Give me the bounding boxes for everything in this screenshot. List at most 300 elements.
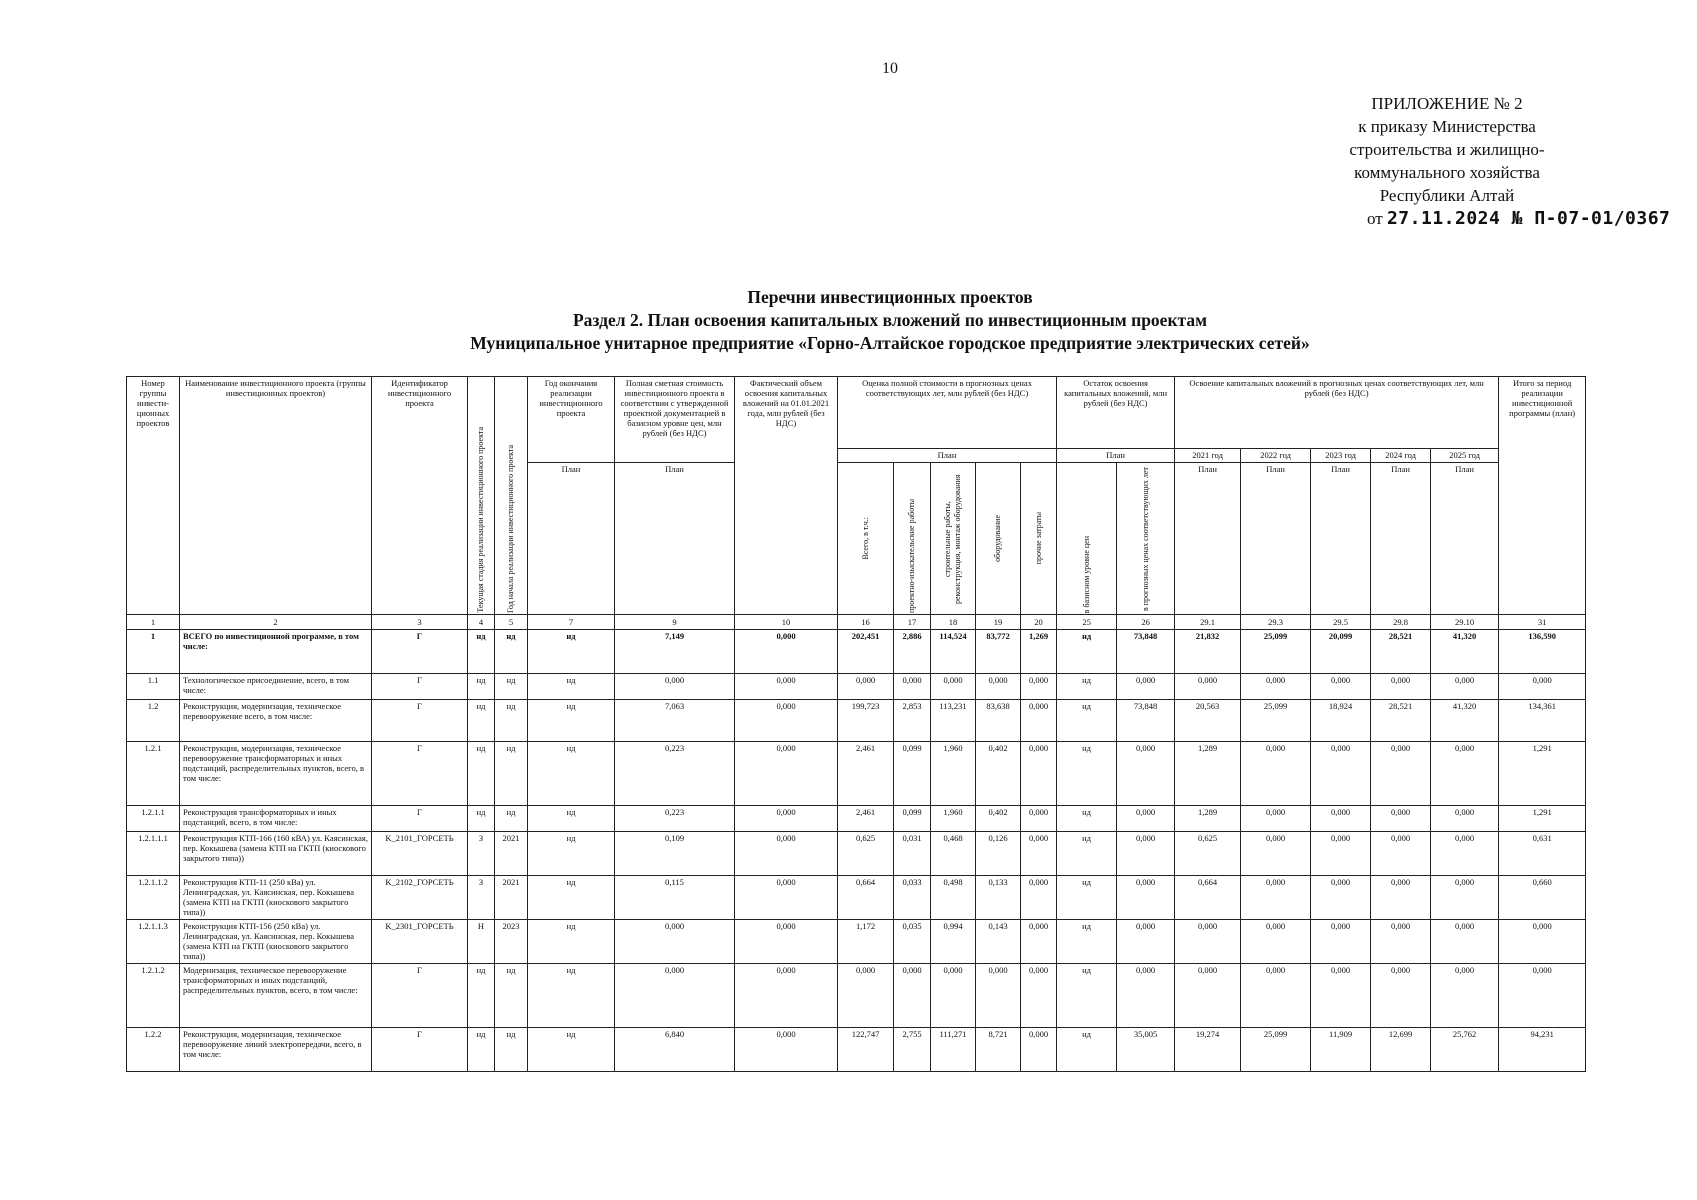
header-estimate: Оценка полной стоимости в прогнозных ценах соответствующих лет, млн рублей (без НДС) [838,377,1057,449]
row-cell: 73,848 [1117,700,1175,742]
row-cell: 0,000 [931,674,976,700]
row-cell: 0,625 [838,832,894,876]
row-cell: 0,000 [1021,964,1057,1028]
row-cell: нд [528,700,615,742]
row-cell: 28,521 [1371,700,1431,742]
title-line: Муниципальное унитарное предприятие «Горно-Алтайское городское предприятие электрических сетей» [470,333,1310,353]
column-number: 26 [1117,615,1175,630]
header-development: Освоение капитальных вложений в прогнозных ценах соответствующих лет, млн рублей (без НДС) [1175,377,1499,449]
appendix-line: коммунального хозяйства [1354,163,1540,182]
row-cell: 25,099 [1241,700,1311,742]
row-number: 1.2.1.2 [127,964,180,1028]
row-name: ВСЕГО по инвестиционной программе, в том числе: [180,630,372,674]
order-number: 27.11.2024 № П-07-01/0367 [1386,208,1671,229]
row-cell: 0,000 [1241,742,1311,806]
row-cell: 0,000 [1021,920,1057,964]
row-cell: 0,000 [1175,920,1241,964]
row-cell: 0,000 [735,876,838,920]
row-cell: 8,721 [976,1028,1021,1072]
row-cell: 113,231 [931,700,976,742]
row-cell: 0,000 [1311,742,1371,806]
row-cell: 0,000 [1371,742,1431,806]
row-cell: 0,000 [1021,742,1057,806]
table-row [127,674,1586,700]
row-cell: 0,631 [1499,832,1586,876]
header-est-equipment [976,463,1021,615]
row-cell: 0,000 [894,674,931,700]
header-est-design [894,463,931,615]
header-end-year-plan: План [528,463,615,615]
header-est-construction-text: строительные работы, реконструкция, монтаж оборудования [943,473,962,604]
row-cell: 2023 [495,920,528,964]
row-cell: нд [1057,832,1117,876]
row-cell: 0,994 [931,920,976,964]
row-name: Модернизация, техническое перевооружение трансформаторных и иных подстанций, распределительных пунктов, всего, в том числе: [180,964,372,1028]
row-cell: 7,063 [615,700,735,742]
header-total-period: Итого за период реализации инвестиционной программы (план) [1499,377,1586,615]
row-cell: нд [1057,920,1117,964]
row-cell: нд [1057,806,1117,832]
row-cell: 0,000 [1117,674,1175,700]
row-cell: 0,000 [1431,964,1499,1028]
row-cell: 73,848 [1117,630,1175,674]
column-number: 29.1 [1175,615,1241,630]
row-number: 1.1 [127,674,180,700]
row-cell: 0,660 [1499,876,1586,920]
row-cell: 0,000 [1431,674,1499,700]
table-row [127,700,1586,742]
row-cell: 0,000 [1021,700,1057,742]
row-cell: нд [468,742,495,806]
row-cell: 1,289 [1175,742,1241,806]
row-cell: 0,000 [1371,876,1431,920]
table-row [127,630,1586,674]
row-cell: 1,291 [1499,742,1586,806]
header-rem-forecast-text: в прогнозных ценах соответствующих лет [1140,467,1150,611]
header-actual-volume: Фактический объем освоения капитальных вложений на 01.01.2021 года, млн рублей (без НДС) [735,377,838,615]
header-rem-forecast [1117,463,1175,615]
header-stage [468,377,495,615]
row-cell: 2021 [495,876,528,920]
table-row [127,806,1586,832]
row-cell: 83,638 [976,700,1021,742]
header-start-year-text: Год начала реализации инвестиционного проекта [506,445,515,613]
row-cell: 0,000 [1021,832,1057,876]
row-cell: 7,149 [615,630,735,674]
column-number: 3 [372,615,468,630]
row-cell: Г [372,674,468,700]
row-cell: Г [372,742,468,806]
row-cell: 0,000 [1021,1028,1057,1072]
row-number: 1.2.1.1.1 [127,832,180,876]
table-body [127,615,1586,1072]
row-cell: 0,000 [1241,674,1311,700]
row-cell: З [468,876,495,920]
column-numbers-row [127,615,1586,630]
row-cell: 0,033 [894,876,931,920]
row-cell: 0,000 [1117,876,1175,920]
row-cell: K_2101_ГОРСЕТЬ [372,832,468,876]
row-cell: 0,000 [735,964,838,1028]
row-cell: 0,000 [1431,742,1499,806]
title-line: Перечни инвестиционных проектов [747,287,1033,307]
row-name: Реконструкция, модернизация, техническое перевооружение трансформаторных и иных подстанций, распределительных пунктов, всего, в том числе: [180,742,372,806]
row-cell: 0,000 [1499,920,1586,964]
row-cell: 0,000 [1241,920,1311,964]
column-number: 29.10 [1431,615,1499,630]
row-cell: 20,563 [1175,700,1241,742]
row-cell: 0,000 [1431,920,1499,964]
row-cell: 0,498 [931,876,976,920]
row-cell: 0,468 [931,832,976,876]
row-cell: 199,723 [838,700,894,742]
row-cell: нд [528,964,615,1028]
row-cell: 0,000 [1311,920,1371,964]
header-identifier: Идентификатор инвестиционного проекта [372,377,468,615]
row-cell: 0,000 [1021,674,1057,700]
header-year-2022: 2022 год [1241,449,1311,463]
header-est-construction [931,463,976,615]
header-est-other [1021,463,1057,615]
row-cell: 0,000 [1241,806,1311,832]
row-cell: З [468,832,495,876]
row-cell: 0,000 [1241,832,1311,876]
column-number: 19 [976,615,1021,630]
row-cell: 41,320 [1431,700,1499,742]
row-cell: 0,000 [1117,920,1175,964]
row-cell: 1,172 [838,920,894,964]
row-cell: 0,000 [1499,674,1586,700]
column-number: 10 [735,615,838,630]
row-cell: нд [495,700,528,742]
row-cell: 2,853 [894,700,931,742]
row-cell: 1,291 [1499,806,1586,832]
row-cell: 18,924 [1311,700,1371,742]
header-estimate-plan: План [838,449,1057,463]
row-cell: нд [528,630,615,674]
header-year-2023: 2023 год [1311,449,1371,463]
row-cell: 111,271 [931,1028,976,1072]
row-number: 1.2.2 [127,1028,180,1072]
row-cell: 0,000 [1241,964,1311,1028]
row-name: Реконструкция, модернизация, техническое перевооружение линий электропередачи, всего, в том числе: [180,1028,372,1072]
row-cell: 0,000 [1117,964,1175,1028]
row-name: Реконструкция трансформаторных и иных подстанций, всего, в том числе: [180,806,372,832]
header-est-design-text: проектно-изыскательские работы [907,499,916,613]
row-cell: 0,000 [1117,832,1175,876]
appendix-line: к приказу Министерства [1358,117,1536,136]
header-full-cost-plan: План [615,463,735,615]
header-year-2025: 2025 год [1431,449,1499,463]
row-cell: 0,000 [1175,964,1241,1028]
row-cell: 0,000 [735,674,838,700]
header-plan-2024: План [1371,463,1431,615]
row-cell: 0,000 [615,674,735,700]
column-number: 29.8 [1371,615,1431,630]
row-cell: нд [495,1028,528,1072]
row-cell: 0,031 [894,832,931,876]
row-cell: Г [372,630,468,674]
row-cell: 0,223 [615,806,735,832]
row-cell: 0,000 [1117,742,1175,806]
row-cell: 0,000 [1241,876,1311,920]
row-cell: нд [528,832,615,876]
row-cell: Г [372,700,468,742]
row-cell: 25,762 [1431,1028,1499,1072]
row-cell: нд [495,806,528,832]
header-project-name: Наименование инвестиционного проекта (группы инвестиционных проектов) [180,377,372,615]
row-cell: нд [528,1028,615,1072]
row-name: Реконструкция, модернизация, техническое перевооружение всего, в том числе: [180,700,372,742]
header-est-total-text: Всего, в т.ч.: [860,517,870,560]
header-rem-base-text: в базисном уровне цен [1081,535,1091,613]
row-cell: нд [528,876,615,920]
header-plan-2023: План [1311,463,1371,615]
row-cell: 0,223 [615,742,735,806]
row-cell: 0,000 [1311,964,1371,1028]
table-row [127,832,1586,876]
row-cell: 1,960 [931,806,976,832]
row-cell: нд [495,630,528,674]
row-cell: 12,699 [1371,1028,1431,1072]
row-cell: 1,960 [931,742,976,806]
row-cell: 0,625 [1175,832,1241,876]
header-plan-2025: План [1431,463,1499,615]
row-number: 1.2.1.1.3 [127,920,180,964]
row-cell: 202,451 [838,630,894,674]
row-cell: 0,000 [1311,806,1371,832]
row-cell: 0,000 [931,964,976,1028]
row-cell: нд [528,742,615,806]
row-cell: 1,269 [1021,630,1057,674]
row-number: 1.2.1.1.2 [127,876,180,920]
row-cell: Н [468,920,495,964]
row-cell: 0,000 [735,806,838,832]
row-cell: 0,402 [976,806,1021,832]
row-cell: 0,000 [976,674,1021,700]
row-cell: K_2301_ГОРСЕТЬ [372,920,468,964]
row-number: 1 [127,630,180,674]
row-cell: 0,000 [894,964,931,1028]
page-number: 10 [882,60,898,77]
document-titles [130,286,1650,355]
row-cell: Г [372,1028,468,1072]
column-number: 31 [1499,615,1586,630]
row-cell: 0,000 [1021,876,1057,920]
row-name: Реконструкция КТП-166 (160 кВА) ул. Каясинская, пер. Кокышева (замена КТП на ГКТП (киоскового закрытого типа)) [180,832,372,876]
row-cell: 35,005 [1117,1028,1175,1072]
row-cell: 6,840 [615,1028,735,1072]
row-cell: 19,274 [1175,1028,1241,1072]
row-cell: Г [372,964,468,1028]
order-reference [1367,207,1697,230]
row-cell: 0,664 [1175,876,1241,920]
row-cell: 0,109 [615,832,735,876]
header-plan-2022: План [1241,463,1311,615]
row-cell: 0,000 [1371,832,1431,876]
row-cell: 0,000 [1431,806,1499,832]
row-number: 1.2.1 [127,742,180,806]
row-cell: 0,000 [1431,832,1499,876]
row-name: Реконструкция КТП-156 (250 кВа) ул. Ленинградская, ул. Каясинская, пер. Кокышева (замена КТП на ГКТП (киоскового закрытого типа)) [180,920,372,964]
row-cell: 136,590 [1499,630,1586,674]
row-cell: нд [1057,742,1117,806]
appendix-line: строительства и жилищно- [1349,140,1545,159]
header-rem-base [1057,463,1117,615]
row-cell: 0,000 [1431,876,1499,920]
header-group-number: Номер группы инвести-ционных проектов [127,377,180,615]
row-cell: 2,755 [894,1028,931,1072]
row-cell: нд [468,964,495,1028]
row-cell: 11,909 [1311,1028,1371,1072]
row-name: Реконструкция КТП-11 (250 кВа) ул. Ленинградская, ул. Каясинская, пер. Кокышева (замена КТП на ГКТП (киоскового закрытого типа)) [180,876,372,920]
header-est-other-text: прочие затраты [1033,512,1043,565]
row-cell: 0,402 [976,742,1021,806]
row-cell: 0,000 [1499,964,1586,1028]
column-number: 20 [1021,615,1057,630]
header-end-year: Год окончания реализации инвестиционного проекта [528,377,615,463]
table-row [127,876,1586,920]
row-cell: 0,000 [1311,674,1371,700]
row-cell: 21,832 [1175,630,1241,674]
column-number: 16 [838,615,894,630]
row-cell: нд [1057,1028,1117,1072]
row-cell: 0,035 [894,920,931,964]
row-cell: 0,000 [1371,674,1431,700]
column-number: 29.3 [1241,615,1311,630]
row-cell: нд [1057,674,1117,700]
row-cell: 0,000 [735,742,838,806]
row-cell: K_2102_ГОРСЕТЬ [372,876,468,920]
header-full-cost: Полная сметная стоимость инвестиционного проекта в соответствии с утвержденной проектной документацией в базисном уровне цен, млн рублей (без НДС) [615,377,735,463]
row-cell: 94,231 [1499,1028,1586,1072]
row-cell: нд [468,674,495,700]
column-number: 25 [1057,615,1117,630]
column-number: 4 [468,615,495,630]
row-cell: 0,126 [976,832,1021,876]
row-cell: нд [468,630,495,674]
column-number: 5 [495,615,528,630]
investment-table [126,376,1586,1072]
header-year-2021: 2021 год [1175,449,1241,463]
table-row [127,1028,1586,1072]
row-cell: 0,000 [615,964,735,1028]
row-cell: 28,521 [1371,630,1431,674]
row-cell: 2021 [495,832,528,876]
row-cell: нд [495,674,528,700]
row-cell: 0,099 [894,742,931,806]
title-line: Раздел 2. План освоения капитальных вложений по инвестиционным проектам [572,310,1208,330]
row-cell: нд [1057,876,1117,920]
row-cell: 0,000 [735,630,838,674]
row-cell: нд [495,964,528,1028]
row-cell: 0,000 [615,920,735,964]
header-stage-text: Текущая стадия реализации инвестиционного проекта [476,427,485,613]
row-cell: 0,000 [838,674,894,700]
row-cell: 0,664 [838,876,894,920]
row-number: 1.2.1.1 [127,806,180,832]
row-cell: нд [1057,964,1117,1028]
column-number: 9 [615,615,735,630]
header-year-2024: 2024 год [1371,449,1431,463]
row-cell: нд [468,806,495,832]
row-cell: 0,000 [1021,806,1057,832]
row-cell: 25,099 [1241,1028,1311,1072]
appendix-block [1327,92,1671,229]
table-row [127,920,1586,964]
row-cell: 1,289 [1175,806,1241,832]
row-cell: 0,000 [735,832,838,876]
column-number: 17 [894,615,931,630]
header-est-total [838,463,894,615]
row-cell: 83,772 [976,630,1021,674]
row-cell: нд [528,674,615,700]
column-number: 18 [931,615,976,630]
row-cell: 0,000 [1311,832,1371,876]
row-cell: 0,000 [1311,876,1371,920]
row-cell: нд [1057,630,1117,674]
row-cell: 0,115 [615,876,735,920]
row-cell: 0,143 [976,920,1021,964]
appendix-line: ПРИЛОЖЕНИЕ № 2 [1371,94,1523,113]
row-cell: 0,000 [735,920,838,964]
row-cell: 0,000 [1371,964,1431,1028]
row-cell: 0,000 [1117,806,1175,832]
table-row [127,742,1586,806]
header-remainder-plan: План [1057,449,1175,463]
column-number: 29.5 [1311,615,1371,630]
row-cell: нд [528,806,615,832]
header-remainder: Остаток освоения капитальных вложений, млн рублей (без НДС) [1057,377,1175,449]
row-cell: 122,747 [838,1028,894,1072]
row-cell: 0,000 [976,964,1021,1028]
row-cell: 114,524 [931,630,976,674]
row-name: Технологическое присоединение, всего, в том числе: [180,674,372,700]
header-plan-2021: План [1175,463,1241,615]
column-number: 2 [180,615,372,630]
row-cell: 0,000 [1371,806,1431,832]
row-cell: 0,000 [838,964,894,1028]
row-cell: нд [528,920,615,964]
row-cell: 20,099 [1311,630,1371,674]
column-number: 1 [127,615,180,630]
row-cell: 25,099 [1241,630,1311,674]
row-cell: 0,000 [1175,674,1241,700]
row-cell: 0,099 [894,806,931,832]
appendix-line: Республики Алтай [1379,186,1515,205]
row-cell: нд [495,742,528,806]
row-cell: 0,000 [735,700,838,742]
row-cell: нд [1057,700,1117,742]
row-cell: 0,000 [1371,920,1431,964]
row-number: 1.2 [127,700,180,742]
row-cell: 134,361 [1499,700,1586,742]
row-cell: 41,320 [1431,630,1499,674]
row-cell: Г [372,806,468,832]
header-start-year [495,377,528,615]
row-cell: 2,886 [894,630,931,674]
row-cell: 2,461 [838,742,894,806]
column-number: 7 [528,615,615,630]
row-cell: 2,461 [838,806,894,832]
order-prefix: от [1367,209,1383,228]
header-est-equipment-text: оборудование [993,515,1002,562]
row-cell: 0,133 [976,876,1021,920]
row-cell: нд [468,1028,495,1072]
table-row [127,964,1586,1028]
row-cell: 0,000 [735,1028,838,1072]
row-cell: нд [468,700,495,742]
